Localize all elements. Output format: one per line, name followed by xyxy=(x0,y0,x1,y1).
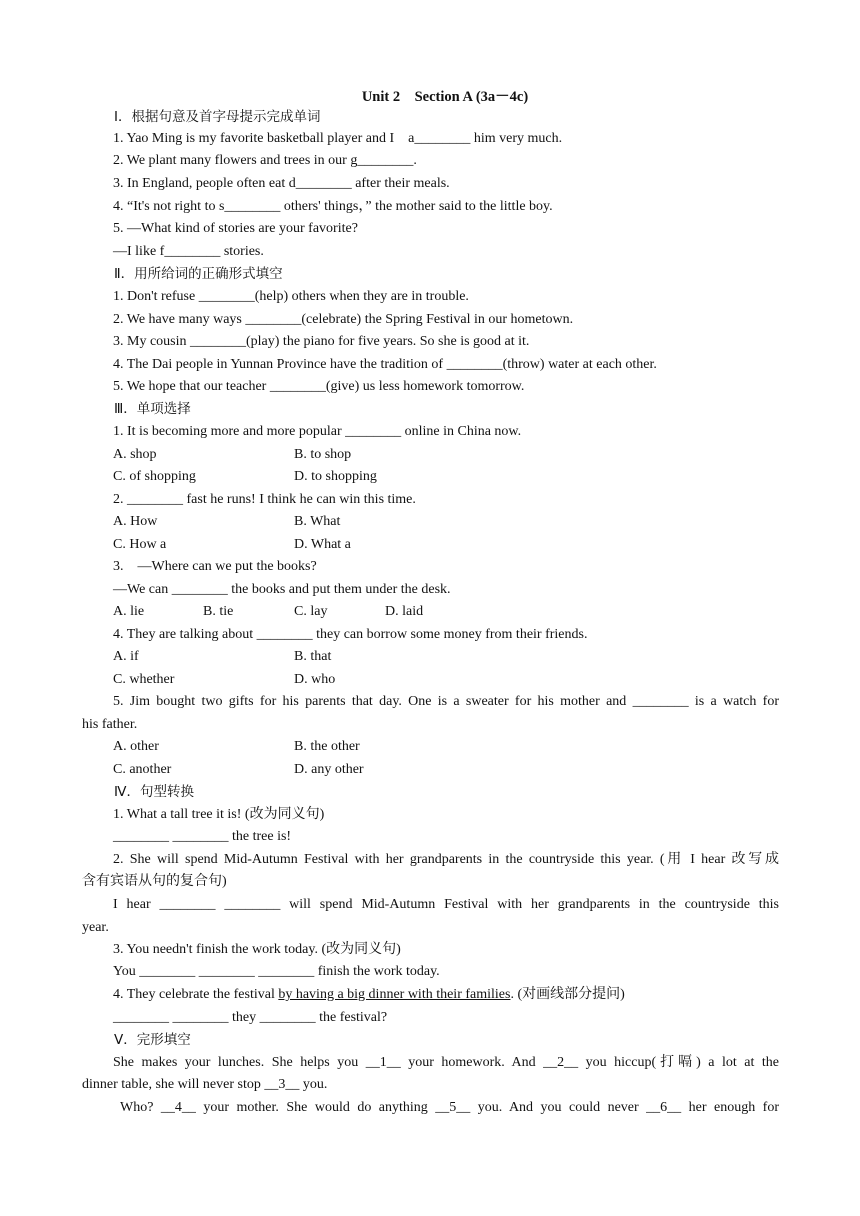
sec3-q5-option-b: B. the other xyxy=(294,739,360,754)
sec4-question-4-answer: ________ ________ they ________ the festival? xyxy=(113,1010,388,1025)
sec4-question-2-answer-line-1: I hear ________ ________ will spend Mid‑Autumn Festival with her grandparents in the countryside this xyxy=(113,897,779,912)
sec2-question-4: 4. The Dai people in Yunnan Province have the tradition of ________(throw) water at each other. xyxy=(113,357,657,372)
sec2-question-5: 5. We hope that our teacher ________(give) us less homework tomorrow. xyxy=(113,379,525,394)
sec1-question-5-line-2: —I like f________ stories. xyxy=(113,244,264,259)
section-1-heading: Ⅰ．根据句意及首字母提示完成单词 xyxy=(114,109,321,125)
sec4-question-3: 3. You needn't finish the work today. (改为同义句) xyxy=(113,942,401,957)
sec3-q1-option-c: C. of shopping xyxy=(113,469,196,484)
page-title: Unit 2 Section A (3a－4c) xyxy=(361,89,529,105)
section-3-heading: Ⅲ．单项选择 xyxy=(114,401,191,417)
sec1-question-1: 1. Yao Ming is my favorite basketball player and I a________ him very much. xyxy=(113,131,563,146)
sec3-q3-option-a: A. lie xyxy=(113,604,145,619)
sec3-q1-option-d: D. to shopping xyxy=(294,469,377,484)
sec3-q2-option-d: D. What a xyxy=(294,537,351,552)
sec4-question-2-answer-line-2: year. xyxy=(82,920,109,935)
sec4-question-1: 1. What a tall tree it is! (改为同义句) xyxy=(113,807,325,822)
sec3-q3-option-b: B. tie xyxy=(203,604,234,619)
sec4-question-2-line-2: 含有宾语从句的复合句) xyxy=(82,874,227,889)
section-2-heading: Ⅱ．用所给词的正确形式填空 xyxy=(114,266,283,282)
sec4-q4-prefix: 4. They celebrate the festival xyxy=(113,987,279,1002)
sec3-q4-option-b: B. that xyxy=(294,649,332,664)
sec3-question-3-line-1: 3. —Where can we put the books? xyxy=(113,559,317,574)
sec4-q4-suffix: . (对画线部分提问) xyxy=(510,987,625,1002)
sec3-q3-option-d: D. laid xyxy=(385,604,424,619)
sec3-question-5-line-2: his father. xyxy=(82,717,138,732)
sec3-q3-option-c: C. lay xyxy=(294,604,328,619)
sec4-question-4 xyxy=(113,985,625,1005)
sec3-question-5-line-1: 5. Jim bought two gifts for his parents that day. One is a sweater for his mother and ________ is a watch for xyxy=(113,694,779,709)
sec3-q4-option-c: C. whether xyxy=(113,672,175,687)
cloze-paragraph-1-line-2: dinner table, she will never stop __3__ you. xyxy=(82,1077,328,1092)
sec3-q5-option-d: D. any other xyxy=(294,762,364,777)
sec1-question-5-line-1: 5. —What kind of stories are your favorite? xyxy=(113,221,358,236)
sec3-q4-option-a: A. if xyxy=(113,649,139,664)
cloze-paragraph-2-line-1: Who? __4__ your mother. She would do anything __5__ you. And you could never __6__ her enough for xyxy=(120,1100,779,1115)
sec1-question-2: 2. We plant many flowers and trees in our g________. xyxy=(113,153,417,168)
sec4-q4-underlined-part: by having a big dinner with their families xyxy=(278,987,511,1002)
sec2-question-1: 1. Don't refuse ________(help) others when they are in trouble. xyxy=(113,289,469,304)
sec3-q5-option-a: A. other xyxy=(113,739,159,754)
sec3-q2-option-a: A. How xyxy=(113,514,158,529)
sec3-q5-option-c: C. another xyxy=(113,762,172,777)
sec3-q1-option-a: A. shop xyxy=(113,447,157,462)
sec1-question-4: 4. “It's not right to s________ others' things，” the mother said to the little boy. xyxy=(113,199,553,214)
sec2-question-2: 2. We have many ways ________(celebrate) the Spring Festival in our hometown. xyxy=(113,312,574,327)
sec3-q1-option-b: B. to shop xyxy=(294,447,352,462)
sec3-question-2: 2. ________ fast he runs! I think he can win this time. xyxy=(113,492,416,507)
sec3-q2-option-b: B. What xyxy=(294,514,341,529)
sec3-question-1: 1. It is becoming more and more popular ________ online in China now. xyxy=(113,424,522,439)
sec4-question-1-answer: ________ ________ the tree is! xyxy=(113,829,292,844)
section-5-heading: Ⅴ．完形填空 xyxy=(114,1032,191,1048)
sec2-question-3: 3. My cousin ________(play) the piano for five years. So she is good at it. xyxy=(113,334,530,349)
sec3-question-3-line-2: —We can ________ the books and put them under the desk. xyxy=(113,582,451,597)
sec3-q2-option-c: C. How a xyxy=(113,537,167,552)
sec4-question-3-answer: You ________ ________ ________ finish the work today. xyxy=(113,964,440,979)
sec1-question-3: 3. In England, people often eat d________ after their meals. xyxy=(113,176,450,191)
section-4-heading: Ⅳ．句型转换 xyxy=(114,784,194,800)
cloze-paragraph-1-line-1: She makes your lunches. She helps you __1__ your homework. And __2__ you hiccup(打嗝) a lot at the xyxy=(113,1055,779,1070)
sec3-question-4: 4. They are talking about ________ they can borrow some money from their friends. xyxy=(113,627,588,642)
sec3-q4-option-d: D. who xyxy=(294,672,336,687)
sec4-question-2-line-1: 2. She will spend Mid‑Autumn Festival with her grandparents in the countryside this year. (用 I hear 改写成 xyxy=(113,852,779,867)
